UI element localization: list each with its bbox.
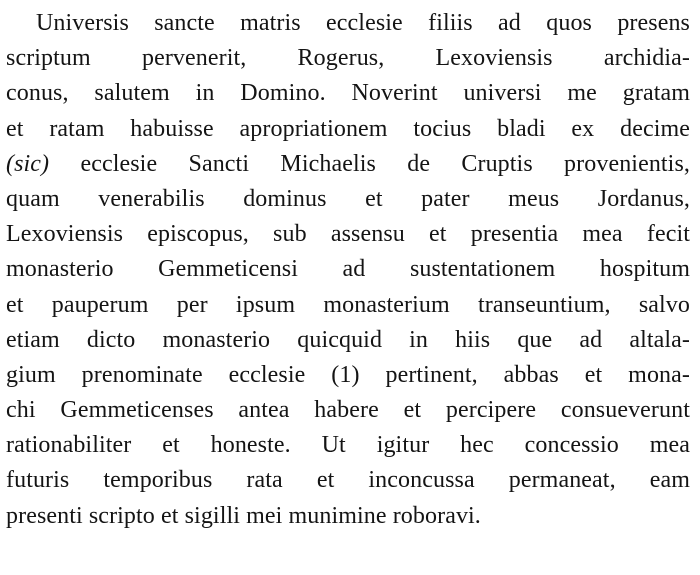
text-line-10: etiam dicto monasterio quicquid in hiis que ad altala- xyxy=(6,326,690,353)
text-line-14: futuris temporibus rata et inconcussa permaneat, eam xyxy=(6,467,690,494)
text-line-15: presenti scripto et sigilli mei munimine roboravi. xyxy=(6,502,481,529)
text-line-12: chi Gemmeticenses antea habere et percipere consueverunt xyxy=(6,397,690,424)
text-line-6: quam venerabilis dominus et pater meus Jordanus, xyxy=(6,185,690,212)
text-line-13: rationabiliter et honeste. Ut igitur hec concessio mea xyxy=(6,432,690,459)
text-line-5: (sic) ecclesie Sancti Michaelis de Cruptis provenientis, xyxy=(6,150,690,177)
text-line-3: conus, salutem in Domino. Noverint universi me gratam xyxy=(6,80,690,107)
text-line-11: gium prenominate ecclesie (1) pertinent, abbas et mona- xyxy=(6,361,690,388)
text-line-9: et pauperum per ipsum monasterium transeuntium, salvo xyxy=(6,291,690,318)
sic-annotation: (sic) xyxy=(6,150,50,177)
text-line-2: scriptum pervenerit, Rogerus, Lexoviensis archidia- xyxy=(6,45,690,72)
text-line-8: monasterio Gemmeticensi ad sustentationem hospitum xyxy=(6,256,690,283)
document-page xyxy=(6,6,690,566)
text-line-1: Universis sancte matris ecclesie filiis ad quos presens xyxy=(36,10,690,36)
text-line-4: et ratam habuisse apropriationem tocius bladi ex decime xyxy=(6,115,690,142)
text-line-7: Lexoviensis episcopus, sub assensu et presentia mea fecit xyxy=(6,221,690,248)
